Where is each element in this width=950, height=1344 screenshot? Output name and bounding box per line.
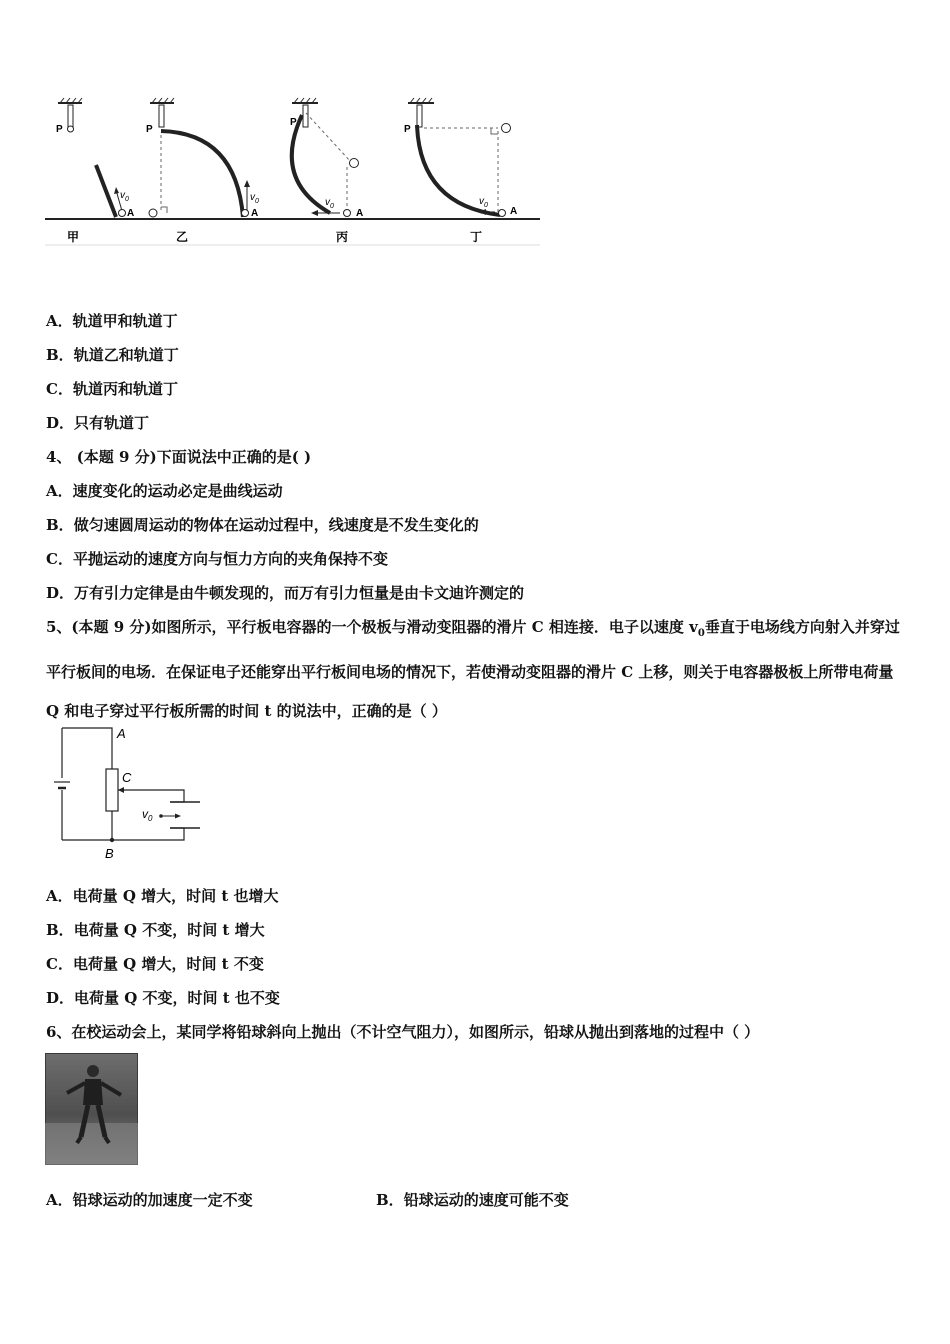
q5-option-c[interactable]: C．电荷量 Q 增大，时间 t 不变 xyxy=(46,955,264,973)
q6-option-b[interactable]: B．铅球运动的速度可能不变 xyxy=(376,1191,569,1209)
svg-text:A: A xyxy=(356,208,364,219)
track-label-yi: 乙 xyxy=(176,230,189,244)
svg-text:P: P xyxy=(404,124,411,135)
svg-text:P: P xyxy=(290,117,297,128)
q6-stem: 6、在校运动会上，某同学将铅球斜向上抛出（不计空气阻力），如图所示，铅球从抛出到落地的过程中（ ） xyxy=(46,1023,760,1041)
track-figure xyxy=(40,95,545,255)
q4-option-c[interactable]: C．平抛运动的速度方向与恒力方向的夹角保持不变 xyxy=(46,550,388,568)
q4-option-d[interactable]: D．万有引力定律是由牛顿发现的，而万有引力恒量是由卡文迪许测定的 xyxy=(46,584,525,602)
shot-put-photo xyxy=(45,1053,138,1165)
label-c: C xyxy=(122,770,132,785)
track-bing xyxy=(290,98,363,244)
q5-stem: 5、(本题 9 分)如图所示，平行板电容器的一个极板与滑动变阻器的滑片 C 相连接．电子以速度 $v_0$垂直于电场线方向射入并穿过平行板间的电场．在保证电子还能穿出平行板间电场的情况下，若使滑动变阻器的滑片 C 上移，则关于电容器极板上所带电荷量 Q 和电子穿过平行板所需的时间 t 的说法中，正确的是（ ） xyxy=(46,618,900,720)
track-label-ding: 丁 xyxy=(470,230,483,244)
track-jia xyxy=(56,98,134,244)
svg-text:v0: $v_0$ xyxy=(142,807,153,823)
svg-text:A: A xyxy=(127,208,135,219)
q5-option-b[interactable]: B．电荷量 Q 不变，时间 t 增大 xyxy=(46,921,265,939)
q4-option-a[interactable]: A．速度变化的运动必定是曲线运动 xyxy=(46,482,283,500)
point-p-label: P xyxy=(56,124,63,135)
track-yi xyxy=(146,98,259,244)
q5-option-d[interactable]: D．电荷量 Q 不变，时间 t 也不变 xyxy=(46,989,280,1007)
circuit-figure xyxy=(50,724,210,864)
q6-option-a[interactable]: A．铅球运动的加速度一定不变 xyxy=(46,1191,253,1209)
svg-text:A: A xyxy=(510,206,518,217)
q3-option-c[interactable]: C．轨道丙和轨道丁 xyxy=(46,380,178,398)
label-a: A xyxy=(117,726,126,741)
svg-text:P: P xyxy=(146,124,153,135)
q4-stem: 4、 (本题 9 分)下面说法中正确的是( ) xyxy=(46,448,312,466)
q4-option-b[interactable]: B．做匀速圆周运动的物体在运动过程中，线速度是不发生变化的 xyxy=(46,516,479,534)
svg-text:v0: $v_0$ xyxy=(325,197,334,210)
q3-option-a[interactable]: A．轨道甲和轨道丁 xyxy=(46,312,178,330)
track-label-jia: 甲 xyxy=(67,230,80,244)
q3-option-d[interactable]: D．只有轨道丁 xyxy=(46,414,150,432)
svg-text:v0: $v_0$ xyxy=(120,190,129,203)
q3-option-b[interactable]: B．轨道乙和轨道丁 xyxy=(46,346,179,364)
svg-text:v0: $v_0$ xyxy=(479,196,488,209)
track-label-bing: 丙 xyxy=(336,230,349,244)
svg-text:A: A xyxy=(251,208,259,219)
track-ding xyxy=(404,98,517,244)
svg-text:v0: $v_0$ xyxy=(250,192,259,205)
label-b: B xyxy=(105,846,114,861)
q5-option-a[interactable]: A．电荷量 Q 增大，时间 t 也增大 xyxy=(46,887,279,905)
